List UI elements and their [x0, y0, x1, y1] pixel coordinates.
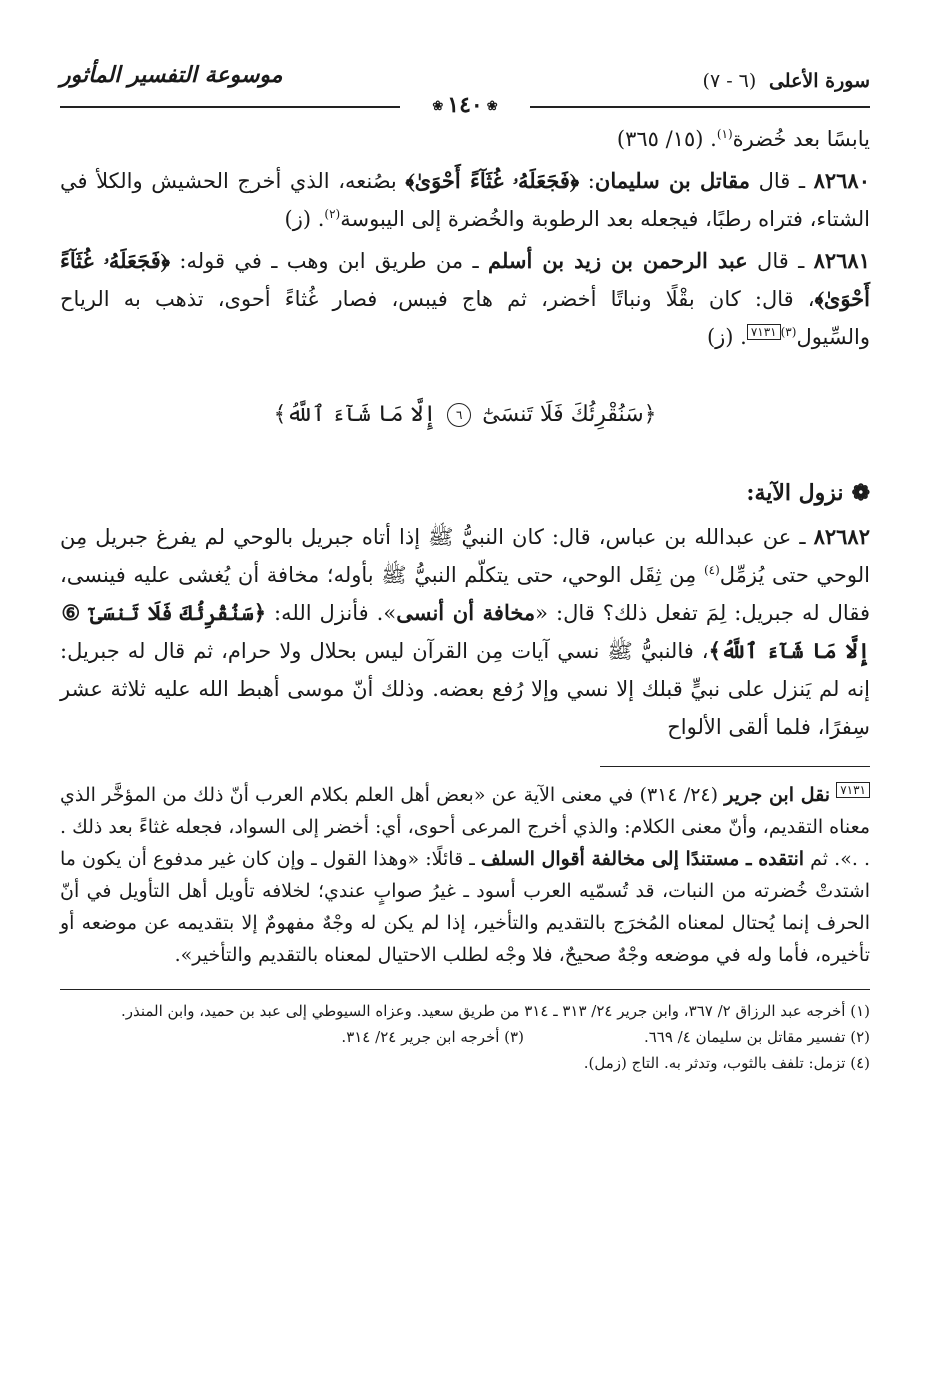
page-number	[60, 92, 870, 118]
flower-icon: ❁	[851, 480, 870, 506]
narration-number: ٨٢٦٨٢	[813, 524, 870, 549]
paragraph-82682	[60, 518, 870, 746]
text-run: يابسًا بعد خُضرة	[732, 127, 870, 151]
footnote-marker[interactable]: (٢)	[324, 207, 341, 221]
footnote-separator	[60, 989, 870, 990]
verse-text: ﴿سَنُقْرِئُكَ فَلَا تَنسَىٰٓ	[482, 402, 657, 427]
note-number: ٧١٣١	[836, 782, 870, 798]
surah-title	[703, 70, 870, 92]
verse-heading	[60, 396, 870, 434]
footnote-row	[60, 1024, 870, 1050]
text-run: (٢٤/ ٣١٤) في معنى الآية عن «بعض أهل العلم بكلام العرب أنّ ذلك من المؤخَّر الذي معناه التقديم، وأنّ معنى الكلام: والذي أخرج المرعى أحوى، أي: أخضر إلى السواد، فجعله غثاءً بعد ذلك . . .». ثم	[60, 784, 871, 870]
footnote: (٤) تزمل: تلفف بالثوب، وتدثر به. التاج (زمل).	[583, 1054, 870, 1072]
footnote-marker[interactable]: (١)	[716, 127, 733, 141]
footnote: (١) أخرجه عبد الرزاق ٢/ ٣٦٧، وابن جرير ٢٤/ ٣١٣ ـ ٣١٤ من طريق سعيد. وعزاه السيوطي إلى عبد بن حميد، وابن المنذر.	[120, 1002, 870, 1020]
ornament-icon: ❀	[432, 98, 444, 114]
text-run: . (ز)	[284, 207, 325, 231]
scholarly-note	[60, 779, 870, 971]
section-heading	[60, 474, 870, 512]
paragraph-82681	[60, 242, 870, 356]
text-run: ـ قال	[750, 169, 814, 193]
verse-text: إِلَّا مَا شَآءَ ٱللَّهُ﴾	[273, 402, 437, 427]
note-separator	[600, 766, 870, 767]
text-run: ـ قائلًا: «وهذا القول ـ وإن كان غير مدفوع أن يكون ما اشتدتْ خُضرته من النبات، قد تُسمّيه العرب أسود ـ غيرُ صوابٍ عندي؛ لخلافه تأويل أهل التأويل في أنّ الحرف إنما يُحتال لمعناه المُخرَج بالتقديم والتأخير، إذا لم يكن له وجْهٌ مفهومٌ إلا بتقديمه عن موضعه أو تأخيره، فأما وله في موضعه وجْهٌ صحيحٌ، فلا وجْه لطلب الاحتيال لمعناه بالتقديم والتأخير».	[60, 848, 870, 966]
page-header	[60, 40, 870, 120]
quran-quote: ﴿سَنُقْرِئُكَ فَلَا تَنسَىٰٓ ⑥ إِلَّا مَا شَآءَ ٱللَّهُ﴾	[60, 600, 870, 663]
emphasis: انتقده ـ مستندًا إلى مخالفة أقوال السلف	[480, 848, 805, 870]
narration-number: ٨٢٦٨٠	[813, 168, 870, 193]
page	[60, 40, 870, 1360]
surah-name: سورة الأعلى	[768, 70, 870, 92]
page-number-text: ١٤٠	[447, 92, 483, 118]
note-reference[interactable]: ٧١٣١	[747, 324, 781, 340]
text-run: :	[579, 169, 595, 193]
emphasis: مخافة أن أنسى	[396, 600, 536, 625]
text-run: بصُنعه، الذي أخرج الحشيش والكلأ في الشتاء، فتراه رطبًا، فيجعله بعد الرطوبة والخُضرة إلى اليبوسة	[60, 169, 870, 231]
text-run: ». فأنزل الله:	[266, 601, 397, 625]
text-run: ، قال: كان بقْلًا ونباتًا أخضر، ثم هاج فيبس، فصار غُثاءً أحوى، تذهب به الرياح والسِّيول	[60, 287, 870, 349]
footnote: (٣) أخرجه ابن جرير ٢٤/ ٣١٤.	[341, 1028, 524, 1046]
narrator-name: مقاتل بن سليمان	[594, 168, 751, 193]
footnote-marker[interactable]: (٤)	[703, 563, 720, 577]
quran-quote: ﴿فَجَعَلَهُۥ غُثَآءً أَحْوَىٰ﴾	[60, 248, 870, 311]
emphasis: نقل ابن جرير	[724, 784, 831, 806]
text-run: ـ قال	[747, 249, 814, 273]
footnote: (٢) تفسير مقاتل بن سليمان ٤/ ٦٦٩.	[643, 1028, 870, 1046]
paragraph-continuation	[60, 120, 870, 158]
narration-number: ٨٢٦٨١	[813, 248, 870, 273]
narrator-name: عبد الرحمن بن زيد بن أسلم	[487, 248, 748, 273]
series-title: موسوعة التفسير المأثور	[60, 62, 283, 88]
verse-range: (٦ - ٧)	[702, 70, 757, 92]
paragraph-82680	[60, 162, 870, 238]
footnote-marker[interactable]: (٣)	[780, 325, 797, 339]
quran-quote: ﴿فَجَعَلَهُۥ غُثَآءً أَحْوَىٰ﴾	[405, 168, 580, 193]
text-run: ، فالنبيُّ ﷺ نسي آيات مِن القرآن ليس بحلال ولا حرام، ثم قال له جبريل: إنه لم يَنزل على نبيٍّ قبلك إلا نسي وإلا رُفع بعضه. وذلك أنّ موسى أهبط الله عليه ثلاثة عشر سِفرًا، فلما ألقى الألواح	[60, 639, 870, 739]
main-text	[60, 120, 870, 746]
text-run: . (ز)	[706, 325, 747, 349]
text-run: مِن ثِقَل الوحي، حتى يتكلّم النبيُّ ﷺ بأوله؛ مخافة أن يُغشى عليه فينسى، فقال له جبريل: لِمَ تفعل ذلك؟ قال: «	[60, 563, 870, 625]
text-run: ـ من طريق ابن وهب ـ في قوله:	[170, 249, 488, 273]
text-run: ـ عن عبدالله بن عباس، قال: كان النبيُّ ﷺ إذا أتاه جبريل بالوحي لم يفرغ جبريل مِن الوحي حتى يُزمِّل	[60, 525, 870, 587]
section-heading-text: نزول الآية:	[746, 480, 844, 506]
ornament-icon: ❀	[486, 98, 498, 114]
ayah-number-icon: ٦	[447, 403, 471, 427]
footnotes	[60, 998, 870, 1076]
text-run: . (١٥/ ٣٦٥)	[616, 127, 717, 151]
